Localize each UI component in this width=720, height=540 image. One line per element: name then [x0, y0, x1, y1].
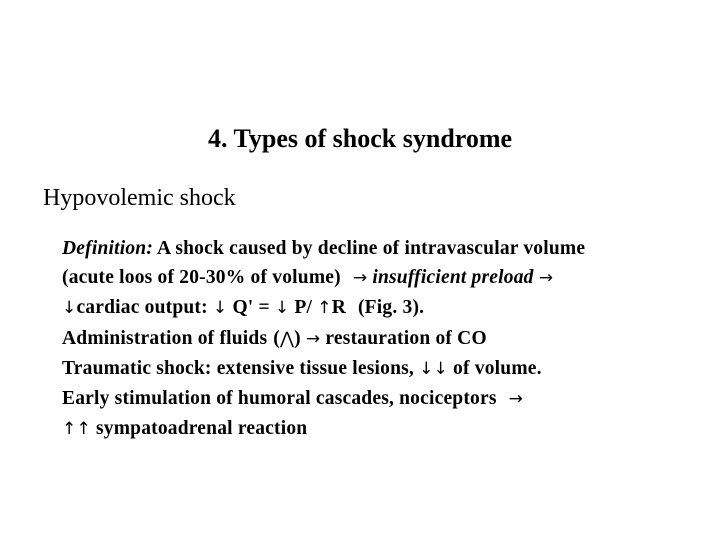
sympatoadrenal-text: sympatoadrenal reaction — [95, 418, 308, 440]
double-arrow-up-icon: ↑↑ — [62, 419, 91, 440]
figure-reference: (Fig. 3). — [357, 297, 425, 319]
arrow-down-icon: ↓ — [274, 298, 290, 319]
resistance-symbol: R — [331, 297, 346, 319]
double-arrow-down-icon: ↓↓ — [419, 358, 448, 379]
fluids-line — [62, 324, 585, 354]
definition-label: Definition: — [62, 238, 154, 259]
arrow-down-icon: ↓ — [212, 298, 228, 319]
cardiac-output-line — [62, 293, 585, 323]
slide-subtitle: Hypovolemic shock — [43, 185, 236, 211]
pressure-symbol: P/ — [294, 297, 313, 319]
definition-line — [62, 234, 585, 263]
traumatic-shock-text: Traumatic shock: extensive tissue lesions, — [62, 357, 414, 379]
traumatic-shock-line — [62, 354, 585, 384]
definition-text: A shock caused by decline of intravascular volume — [157, 238, 586, 259]
paren-open: ( — [273, 327, 280, 349]
paren-close: ) — [294, 327, 301, 349]
restauration-text: restauration of CO — [325, 327, 487, 349]
volume-loss-text: (acute loos of 20-30% of volume) — [62, 267, 341, 289]
slide-title: 4. Types of shock syndrome — [207, 124, 513, 153]
arrow-right-icon: → — [352, 268, 368, 289]
arrow-up-icon: ↑ — [317, 298, 332, 319]
cardiac-output-label: cardiac output: — [76, 297, 208, 319]
arrow-right-icon: → — [538, 268, 554, 289]
caret-up-icon: ⋀ — [279, 328, 295, 349]
sympatoadrenal-line — [62, 414, 585, 444]
fluids-text: Administration of fluids — [62, 327, 268, 349]
humoral-line — [62, 384, 585, 414]
arrow-right-icon: → — [305, 328, 321, 349]
humoral-text: Early stimulation of humoral cascades, nociceptors — [62, 388, 497, 410]
arrow-right-icon: → — [508, 389, 524, 410]
volume-loss-line — [62, 263, 585, 293]
arrow-down-icon: ↓ — [62, 298, 77, 319]
slide-body — [62, 234, 585, 444]
insufficient-preload-text: insufficient preload — [372, 267, 534, 289]
q-prime-equals: Q' = — [232, 297, 270, 319]
of-volume-text: of volume. — [453, 357, 542, 379]
